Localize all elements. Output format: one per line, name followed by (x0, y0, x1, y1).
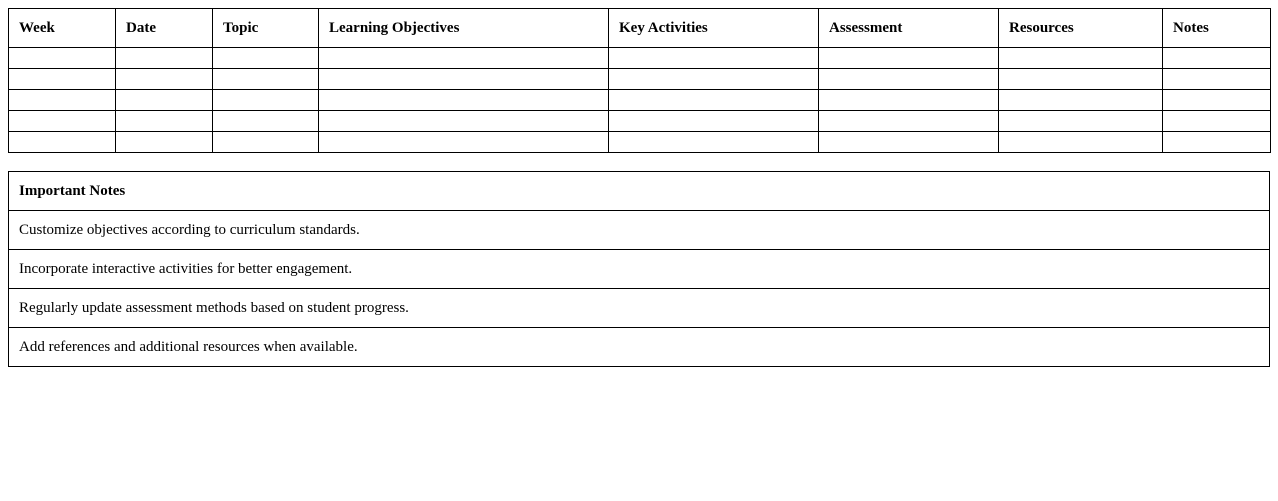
table-cell (609, 48, 819, 69)
header-date: Date (116, 9, 213, 48)
table-cell (9, 132, 116, 153)
table-cell (819, 90, 999, 111)
table-cell (999, 69, 1163, 90)
table-cell (213, 111, 319, 132)
table-cell (999, 90, 1163, 111)
table-cell (319, 48, 609, 69)
header-assessment: Assessment (819, 9, 999, 48)
table-cell (319, 90, 609, 111)
table-cell (609, 69, 819, 90)
table-row (9, 69, 1271, 90)
table-cell (1163, 48, 1271, 69)
table-cell (1163, 111, 1271, 132)
table-cell (116, 132, 213, 153)
table-cell (609, 111, 819, 132)
table-cell (999, 48, 1163, 69)
table-cell (116, 90, 213, 111)
header-resources: Resources (999, 9, 1163, 48)
note-text: Regularly update assessment methods based on student progress. (9, 289, 1270, 328)
table-cell (819, 132, 999, 153)
header-week: Week (9, 9, 116, 48)
notes-title: Important Notes (9, 172, 1270, 211)
table-cell (819, 69, 999, 90)
table-cell (999, 111, 1163, 132)
table-cell (116, 48, 213, 69)
table-cell (213, 132, 319, 153)
table-cell (1163, 132, 1271, 153)
table-cell (9, 90, 116, 111)
table-cell (9, 48, 116, 69)
table-row (9, 90, 1271, 111)
table-cell (116, 69, 213, 90)
table-cell (609, 132, 819, 153)
table-cell (1163, 69, 1271, 90)
table-cell (319, 111, 609, 132)
table-cell (999, 132, 1163, 153)
lesson-plan-table (8, 8, 1271, 153)
table-cell (213, 90, 319, 111)
important-notes-table (8, 171, 1270, 367)
header-notes: Notes (1163, 9, 1271, 48)
list-item (9, 211, 1270, 250)
header-key-activities: Key Activities (609, 9, 819, 48)
table-cell (319, 69, 609, 90)
table-row (9, 111, 1271, 132)
table-cell (213, 69, 319, 90)
table-cell (116, 111, 213, 132)
table-cell (819, 48, 999, 69)
list-item (9, 328, 1270, 367)
note-text: Add references and additional resources when available. (9, 328, 1270, 367)
header-topic: Topic (213, 9, 319, 48)
header-learning-objectives: Learning Objectives (319, 9, 609, 48)
list-item (9, 250, 1270, 289)
table-cell (9, 111, 116, 132)
table-cell (609, 90, 819, 111)
header-row (9, 9, 1271, 48)
list-item (9, 289, 1270, 328)
table-cell (9, 69, 116, 90)
table-cell (1163, 90, 1271, 111)
table-row (9, 48, 1271, 69)
page-content (8, 8, 1270, 367)
table-row (9, 132, 1271, 153)
note-text: Incorporate interactive activities for better engagement. (9, 250, 1270, 289)
notes-header-row (9, 172, 1270, 211)
table-cell (819, 111, 999, 132)
table-cell (213, 48, 319, 69)
note-text: Customize objectives according to curriculum standards. (9, 211, 1270, 250)
table-cell (319, 132, 609, 153)
